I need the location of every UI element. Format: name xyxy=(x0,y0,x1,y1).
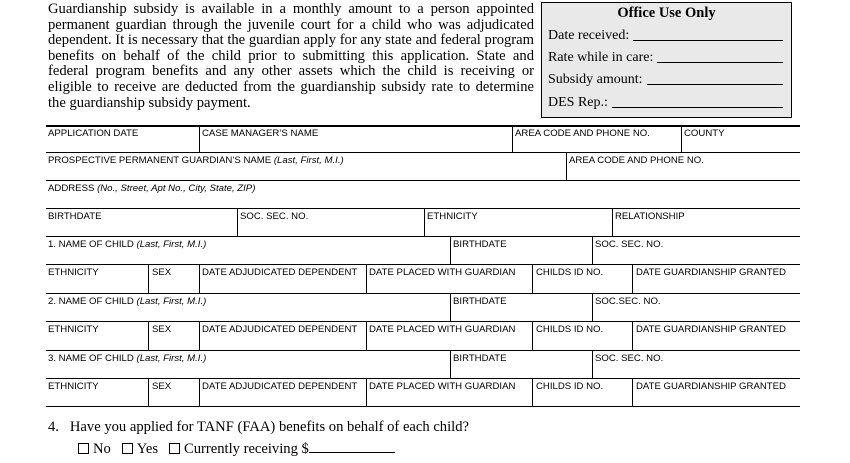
child1-name-bottom-rule xyxy=(46,264,800,265)
row4-bottom-rule xyxy=(46,236,800,237)
guardian-birthdate-label: BIRTHDATE xyxy=(48,211,102,222)
application-date-label: APPLICATION DATE xyxy=(48,128,139,139)
child1-name-label xyxy=(48,239,206,250)
child2-name-bottom-rule xyxy=(46,321,800,322)
address-label xyxy=(48,183,255,194)
divider xyxy=(632,378,633,406)
divider xyxy=(366,321,367,350)
child2-placed-label: DATE PLACED WITH GUARDIAN xyxy=(369,324,516,335)
row1-bottom-rule xyxy=(46,152,800,153)
divider xyxy=(366,264,367,293)
child3-name-bottom-rule xyxy=(46,378,800,379)
row2-bottom-rule xyxy=(46,180,800,181)
rate-in-care-label: Rate while in care: xyxy=(548,50,654,65)
divider xyxy=(199,321,200,350)
child1-ssn-label: SOC. SEC. NO. xyxy=(595,239,664,250)
date-received-row xyxy=(548,26,783,44)
divider xyxy=(237,208,238,236)
yes-checkbox[interactable] xyxy=(122,443,133,454)
divider xyxy=(450,350,451,378)
address-text: ADDRESS xyxy=(48,183,95,194)
currently-receiving-checkbox[interactable] xyxy=(169,443,180,454)
divider xyxy=(612,208,613,236)
child1-name-hint: (Last, First, M.I.) xyxy=(136,239,207,250)
relationship-label: RELATIONSHIP xyxy=(615,211,685,222)
child2-granted-label: DATE GUARDIANSHIP GRANTED xyxy=(636,324,786,335)
address-hint: (No., Street, Apt No., City, State, ZIP) xyxy=(97,183,256,194)
des-rep-row xyxy=(548,93,783,111)
child1-ethnicity-label: ETHNICITY xyxy=(48,267,99,278)
guardian-ssn-label: SOC. SEC. NO. xyxy=(240,211,309,222)
child1-id-label: CHILDS ID NO. xyxy=(536,267,604,278)
case-manager-name-label: CASE MANAGER’S NAME xyxy=(202,128,319,139)
child2-adjudicated-label: DATE ADJUDICATED DEPENDENT xyxy=(202,324,358,335)
child3-id-label: CHILDS ID NO. xyxy=(536,381,604,392)
child1-placed-label: DATE PLACED WITH GUARDIAN xyxy=(369,267,516,278)
divider xyxy=(566,152,567,180)
divider xyxy=(424,208,425,236)
office-use-title: Office Use Only xyxy=(617,5,716,21)
child1-adjudicated-label: DATE ADJUDICATED DEPENDENT xyxy=(202,267,358,278)
divider xyxy=(199,125,200,152)
county-label: COUNTY xyxy=(684,128,725,139)
child3-name-label xyxy=(48,353,206,364)
child1-details-bottom-rule xyxy=(46,293,800,294)
child2-details-bottom-rule xyxy=(46,350,800,351)
subsidy-amount-label: Subsidy amount: xyxy=(548,72,643,87)
child2-ethnicity-label: ETHNICITY xyxy=(48,324,99,335)
child3-sex-label: SEX xyxy=(152,381,172,392)
child2-name-label xyxy=(48,296,206,307)
guardian-ethnicity-label: ETHNICITY xyxy=(427,211,478,222)
currently-receiving-amount-line[interactable] xyxy=(309,440,395,453)
row3-bottom-rule xyxy=(46,208,800,209)
currently-receiving-label: Currently receiving $ xyxy=(184,441,309,457)
child2-name-hint: (Last, First, M.I.) xyxy=(136,296,207,307)
question-4-options xyxy=(78,440,395,458)
divider xyxy=(512,125,513,152)
child2-ssn-label: SOC.SEC. NO. xyxy=(595,296,661,307)
child1-birthdate-label: BIRTHDATE xyxy=(453,239,507,250)
child3-name-hint: (Last, First, M.I.) xyxy=(136,353,207,364)
divider xyxy=(148,264,149,293)
child3-adjudicated-label: DATE ADJUDICATED DEPENDENT xyxy=(202,381,358,392)
rate-in-care-row xyxy=(548,48,783,66)
divider xyxy=(532,264,533,293)
divider xyxy=(681,125,682,152)
divider xyxy=(199,264,200,293)
divider xyxy=(199,378,200,406)
guardian-name-hint: (Last, First, M.I.) xyxy=(273,155,344,166)
guardian-phone-label: AREA CODE AND PHONE NO. xyxy=(569,155,704,166)
case-manager-phone-label: AREA CODE AND PHONE NO. xyxy=(515,128,650,139)
child2-id-label: CHILDS ID NO. xyxy=(536,324,604,335)
des-rep-label: DES Rep.: xyxy=(548,95,608,110)
divider xyxy=(632,321,633,350)
date-received-label: Date received: xyxy=(548,28,630,43)
child3-placed-label: DATE PLACED WITH GUARDIAN xyxy=(369,381,516,392)
divider xyxy=(592,236,593,264)
divider xyxy=(148,321,149,350)
child3-name-text: 3. NAME OF CHILD xyxy=(48,353,134,364)
guardian-name-label xyxy=(48,155,344,166)
child2-name-text: 2. NAME OF CHILD xyxy=(48,296,134,307)
no-option-label: No xyxy=(93,441,111,457)
child1-sex-label: SEX xyxy=(152,267,172,278)
intro-paragraph: Guardianship subsidy is available in a monthly amount to a person appointed permanent guardian through the juvenile court for a child who was adjudicated dependent. It is necessary that the guardian apply for any state and federal program benefits on behalf of the child prior to submitting this application. State and federal program benefits and any other assets which the child is receiving or eligible to receive are deducted from the guardianship subsidy rate to determine the guardianship subsidy payment. xyxy=(48,1,534,111)
form-top-rule xyxy=(46,125,800,127)
divider xyxy=(366,378,367,406)
child2-sex-label: SEX xyxy=(152,324,172,335)
guardian-name-text: PROSPECTIVE PERMANENT GUARDIAN’S NAME xyxy=(48,155,272,166)
divider xyxy=(592,350,593,378)
divider xyxy=(532,321,533,350)
divider xyxy=(632,264,633,293)
child2-birthdate-label: BIRTHDATE xyxy=(453,296,507,307)
divider xyxy=(532,378,533,406)
divider xyxy=(450,293,451,321)
child3-ethnicity-label: ETHNICITY xyxy=(48,381,99,392)
office-use-box xyxy=(541,2,792,118)
divider xyxy=(592,293,593,321)
date-received-line[interactable] xyxy=(633,40,783,41)
divider xyxy=(450,236,451,264)
subsidy-amount-line[interactable] xyxy=(647,84,783,85)
child3-birthdate-label: BIRTHDATE xyxy=(453,353,507,364)
rate-in-care-line[interactable] xyxy=(657,62,783,63)
des-rep-line[interactable] xyxy=(612,107,783,108)
child3-details-bottom-rule xyxy=(46,406,800,407)
question-4-text: 4. Have you applied for TANF (FAA) benefits on behalf of each child? xyxy=(48,419,469,435)
divider xyxy=(148,378,149,406)
yes-option-label: Yes xyxy=(136,441,159,457)
child3-ssn-label: SOC. SEC. NO. xyxy=(595,353,664,364)
child1-name-text: 1. NAME OF CHILD xyxy=(48,239,134,250)
child3-granted-label: DATE GUARDIANSHIP GRANTED xyxy=(636,381,786,392)
no-checkbox[interactable] xyxy=(78,443,89,454)
child1-granted-label: DATE GUARDIANSHIP GRANTED xyxy=(636,267,786,278)
subsidy-amount-row xyxy=(548,70,783,88)
